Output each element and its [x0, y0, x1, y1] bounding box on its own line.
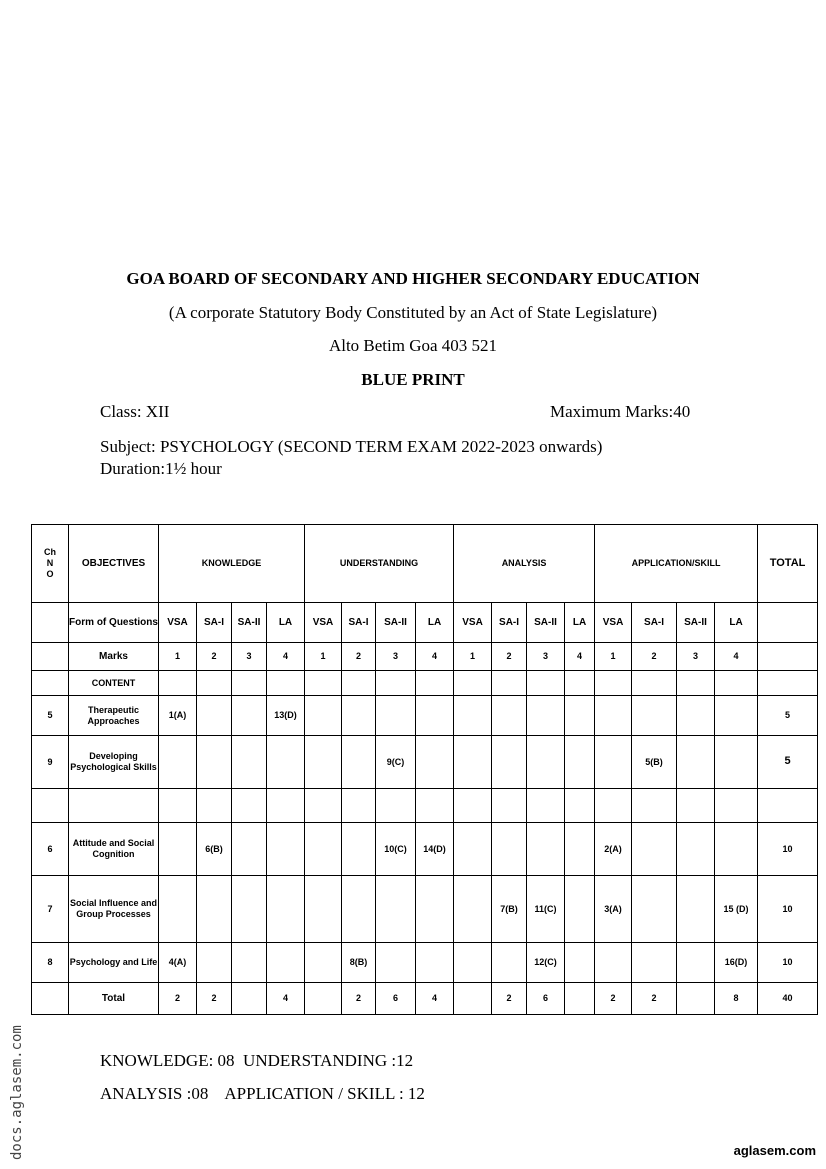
- group-application-skill: APPLICATION/SKILL: [595, 525, 758, 603]
- chapter-number: 8: [32, 943, 69, 983]
- question-cell: [267, 823, 305, 876]
- chapter-name: Psychology and Life: [69, 943, 159, 983]
- marks-cell: 3: [527, 643, 565, 671]
- total-cell: 6: [527, 983, 565, 1015]
- form-cell: VSA: [305, 603, 342, 643]
- question-cell: [454, 876, 492, 943]
- form-cell: SA-I: [342, 603, 376, 643]
- marks-cell: 2: [632, 643, 677, 671]
- ch-no-line: Ch: [44, 547, 56, 558]
- marks-row: [32, 643, 818, 671]
- content-label: CONTENT: [69, 671, 159, 696]
- question-cell: 4(A): [159, 943, 197, 983]
- objectives-header: OBJECTIVES: [69, 525, 159, 603]
- marks-cell: 3: [677, 643, 715, 671]
- blank-cell: [758, 603, 818, 643]
- question-cell: 2(A): [595, 823, 632, 876]
- question-cell: [632, 943, 677, 983]
- form-cell: SA-I: [632, 603, 677, 643]
- total-cell: [305, 983, 342, 1015]
- question-cell: [454, 696, 492, 736]
- question-cell: [595, 696, 632, 736]
- row-total: 5: [758, 696, 818, 736]
- question-cell: [159, 876, 197, 943]
- question-cell: [342, 823, 376, 876]
- total-header: TOTAL: [758, 525, 818, 603]
- total-cell: 2: [595, 983, 632, 1015]
- chapter-row: [32, 736, 818, 789]
- question-cell: [595, 736, 632, 789]
- question-cell: [527, 736, 565, 789]
- total-cell: 2: [632, 983, 677, 1015]
- question-cell: [632, 876, 677, 943]
- marks-cell: 1: [595, 643, 632, 671]
- blank-cell: [32, 603, 69, 643]
- question-cell: [416, 736, 454, 789]
- question-cell: 15 (D): [715, 876, 758, 943]
- question-cell: [454, 943, 492, 983]
- question-cell: [416, 696, 454, 736]
- question-cell: [232, 943, 267, 983]
- question-cell: [565, 736, 595, 789]
- question-cell: [527, 823, 565, 876]
- chapter-number: 7: [32, 876, 69, 943]
- form-row: [32, 603, 818, 643]
- marks-cell: 3: [232, 643, 267, 671]
- question-cell: [232, 696, 267, 736]
- total-label: Total: [69, 983, 159, 1015]
- chapter-name: Attitude and Social Cognition: [69, 823, 159, 876]
- blank-cell: [32, 671, 69, 696]
- question-cell: [677, 943, 715, 983]
- question-cell: [632, 823, 677, 876]
- total-cell: 8: [715, 983, 758, 1015]
- question-cell: [677, 876, 715, 943]
- form-cell: LA: [416, 603, 454, 643]
- blank-cell: [32, 643, 69, 671]
- blank-cell: [758, 643, 818, 671]
- question-cell: [565, 876, 595, 943]
- class-label: Class: XII: [100, 402, 170, 421]
- row-total: 5: [758, 736, 818, 789]
- question-cell: [267, 943, 305, 983]
- question-cell: [492, 696, 527, 736]
- total-row: [32, 983, 818, 1015]
- question-cell: 13(D): [267, 696, 305, 736]
- marks-cell: 4: [416, 643, 454, 671]
- question-cell: [527, 696, 565, 736]
- form-cell: LA: [267, 603, 305, 643]
- marks-cell: 4: [715, 643, 758, 671]
- form-label: Form of Questions: [69, 603, 159, 643]
- question-cell: [305, 823, 342, 876]
- marks-cell: 2: [492, 643, 527, 671]
- question-cell: [342, 736, 376, 789]
- duration-label: Duration:1½ hour: [100, 459, 222, 478]
- question-cell: [492, 823, 527, 876]
- question-cell: [159, 823, 197, 876]
- question-cell: 12(C): [527, 943, 565, 983]
- marks-cell: 3: [376, 643, 416, 671]
- summary-line-2: ANALYSIS :08 APPLICATION / SKILL : 12: [100, 1084, 425, 1103]
- question-cell: 11(C): [527, 876, 565, 943]
- chapter-row: [32, 696, 818, 736]
- group-knowledge: KNOWLEDGE: [159, 525, 305, 603]
- question-cell: 8(B): [342, 943, 376, 983]
- question-cell: 14(D): [416, 823, 454, 876]
- question-cell: [416, 876, 454, 943]
- question-cell: [677, 696, 715, 736]
- board-subtitle: (A corporate Statutory Body Constituted by an Act of State Legislature): [168, 303, 658, 322]
- blank-cell: [32, 983, 69, 1015]
- form-cell: VSA: [159, 603, 197, 643]
- form-cell: SA-II: [232, 603, 267, 643]
- group-understanding: UNDERSTANDING: [305, 525, 454, 603]
- question-cell: [342, 876, 376, 943]
- ch-no-line: N: [46, 558, 54, 569]
- marks-cell: 4: [267, 643, 305, 671]
- chapter-row: [32, 823, 818, 876]
- group-header-row: [32, 525, 818, 603]
- question-cell: [376, 876, 416, 943]
- row-total: 10: [758, 876, 818, 943]
- question-cell: [197, 736, 232, 789]
- total-cell: 2: [159, 983, 197, 1015]
- question-cell: [715, 736, 758, 789]
- total-cell: 2: [197, 983, 232, 1015]
- chapter-name: Therapeutic Approaches: [69, 696, 159, 736]
- form-cell: LA: [715, 603, 758, 643]
- total-cell: [565, 983, 595, 1015]
- content-row: [32, 671, 818, 696]
- question-cell: [197, 696, 232, 736]
- question-cell: [492, 736, 527, 789]
- marks-cell: 4: [565, 643, 595, 671]
- marks-label: Marks: [69, 643, 159, 671]
- question-cell: [197, 943, 232, 983]
- question-cell: [342, 696, 376, 736]
- total-cell: 4: [416, 983, 454, 1015]
- marks-cell: 1: [305, 643, 342, 671]
- ch-no-header: [32, 525, 69, 603]
- question-cell: [267, 876, 305, 943]
- row-total: 10: [758, 943, 818, 983]
- form-cell: SA-I: [197, 603, 232, 643]
- question-cell: [565, 696, 595, 736]
- question-cell: [677, 736, 715, 789]
- question-cell: [197, 876, 232, 943]
- chapter-name: Developing Psychological Skills: [69, 736, 159, 789]
- question-cell: [376, 943, 416, 983]
- form-cell: LA: [565, 603, 595, 643]
- empty-row: [32, 789, 818, 823]
- question-cell: [305, 736, 342, 789]
- row-total: 10: [758, 823, 818, 876]
- board-title: GOA BOARD OF SECONDARY AND HIGHER SECONDARY EDUCATION: [126, 269, 700, 288]
- question-cell: [454, 736, 492, 789]
- question-cell: [632, 696, 677, 736]
- blueprint-table: [31, 524, 818, 1015]
- question-cell: 16(D): [715, 943, 758, 983]
- form-cell: SA-II: [527, 603, 565, 643]
- question-cell: 1(A): [159, 696, 197, 736]
- chapter-row: [32, 876, 818, 943]
- question-cell: 9(C): [376, 736, 416, 789]
- chapter-row: [32, 943, 818, 983]
- question-cell: 5(B): [632, 736, 677, 789]
- form-cell: SA-II: [677, 603, 715, 643]
- summary-line-1: KNOWLEDGE: 08 UNDERSTANDING :12: [100, 1051, 414, 1070]
- question-cell: 10(C): [376, 823, 416, 876]
- corner-watermark: aglasem.com: [733, 1143, 816, 1158]
- question-cell: [376, 696, 416, 736]
- form-cell: SA-I: [492, 603, 527, 643]
- document-type: BLUE PRINT: [361, 370, 465, 389]
- question-cell: [305, 876, 342, 943]
- question-cell: [595, 943, 632, 983]
- total-cell: [677, 983, 715, 1015]
- question-cell: [492, 943, 527, 983]
- total-cell: 6: [376, 983, 416, 1015]
- form-cell: SA-II: [376, 603, 416, 643]
- subject-label: Subject: PSYCHOLOGY (SECOND TERM EXAM 2022-2023 onwards): [100, 437, 603, 456]
- question-cell: 7(B): [492, 876, 527, 943]
- ch-no-line: O: [46, 568, 54, 579]
- marks-cell: 1: [454, 643, 492, 671]
- total-cell: [454, 983, 492, 1015]
- question-cell: [267, 736, 305, 789]
- question-cell: [565, 943, 595, 983]
- question-cell: 6(B): [197, 823, 232, 876]
- question-cell: [677, 823, 715, 876]
- form-cell: VSA: [595, 603, 632, 643]
- question-cell: [305, 696, 342, 736]
- total-cell: 4: [267, 983, 305, 1015]
- board-address: Alto Betim Goa 403 521: [328, 336, 498, 355]
- chapter-name: Social Influence and Group Processes: [69, 876, 159, 943]
- chapter-number: 9: [32, 736, 69, 789]
- question-cell: [232, 876, 267, 943]
- question-cell: [565, 823, 595, 876]
- total-cell: 2: [342, 983, 376, 1015]
- form-cell: VSA: [454, 603, 492, 643]
- grand-total: 40: [758, 983, 818, 1015]
- question-cell: [232, 736, 267, 789]
- total-cell: 2: [492, 983, 527, 1015]
- question-cell: [416, 943, 454, 983]
- total-cell: [232, 983, 267, 1015]
- question-cell: [232, 823, 267, 876]
- question-cell: 3(A): [595, 876, 632, 943]
- question-cell: [715, 823, 758, 876]
- chapter-number: 5: [32, 696, 69, 736]
- question-cell: [715, 696, 758, 736]
- question-cell: [159, 736, 197, 789]
- max-marks-label: Maximum Marks:40: [550, 402, 691, 421]
- chapter-number: 6: [32, 823, 69, 876]
- question-cell: [305, 943, 342, 983]
- group-analysis: ANALYSIS: [454, 525, 595, 603]
- side-watermark: docs.aglasem.com: [9, 1025, 25, 1160]
- marks-cell: 1: [159, 643, 197, 671]
- marks-cell: 2: [197, 643, 232, 671]
- question-cell: [454, 823, 492, 876]
- marks-cell: 2: [342, 643, 376, 671]
